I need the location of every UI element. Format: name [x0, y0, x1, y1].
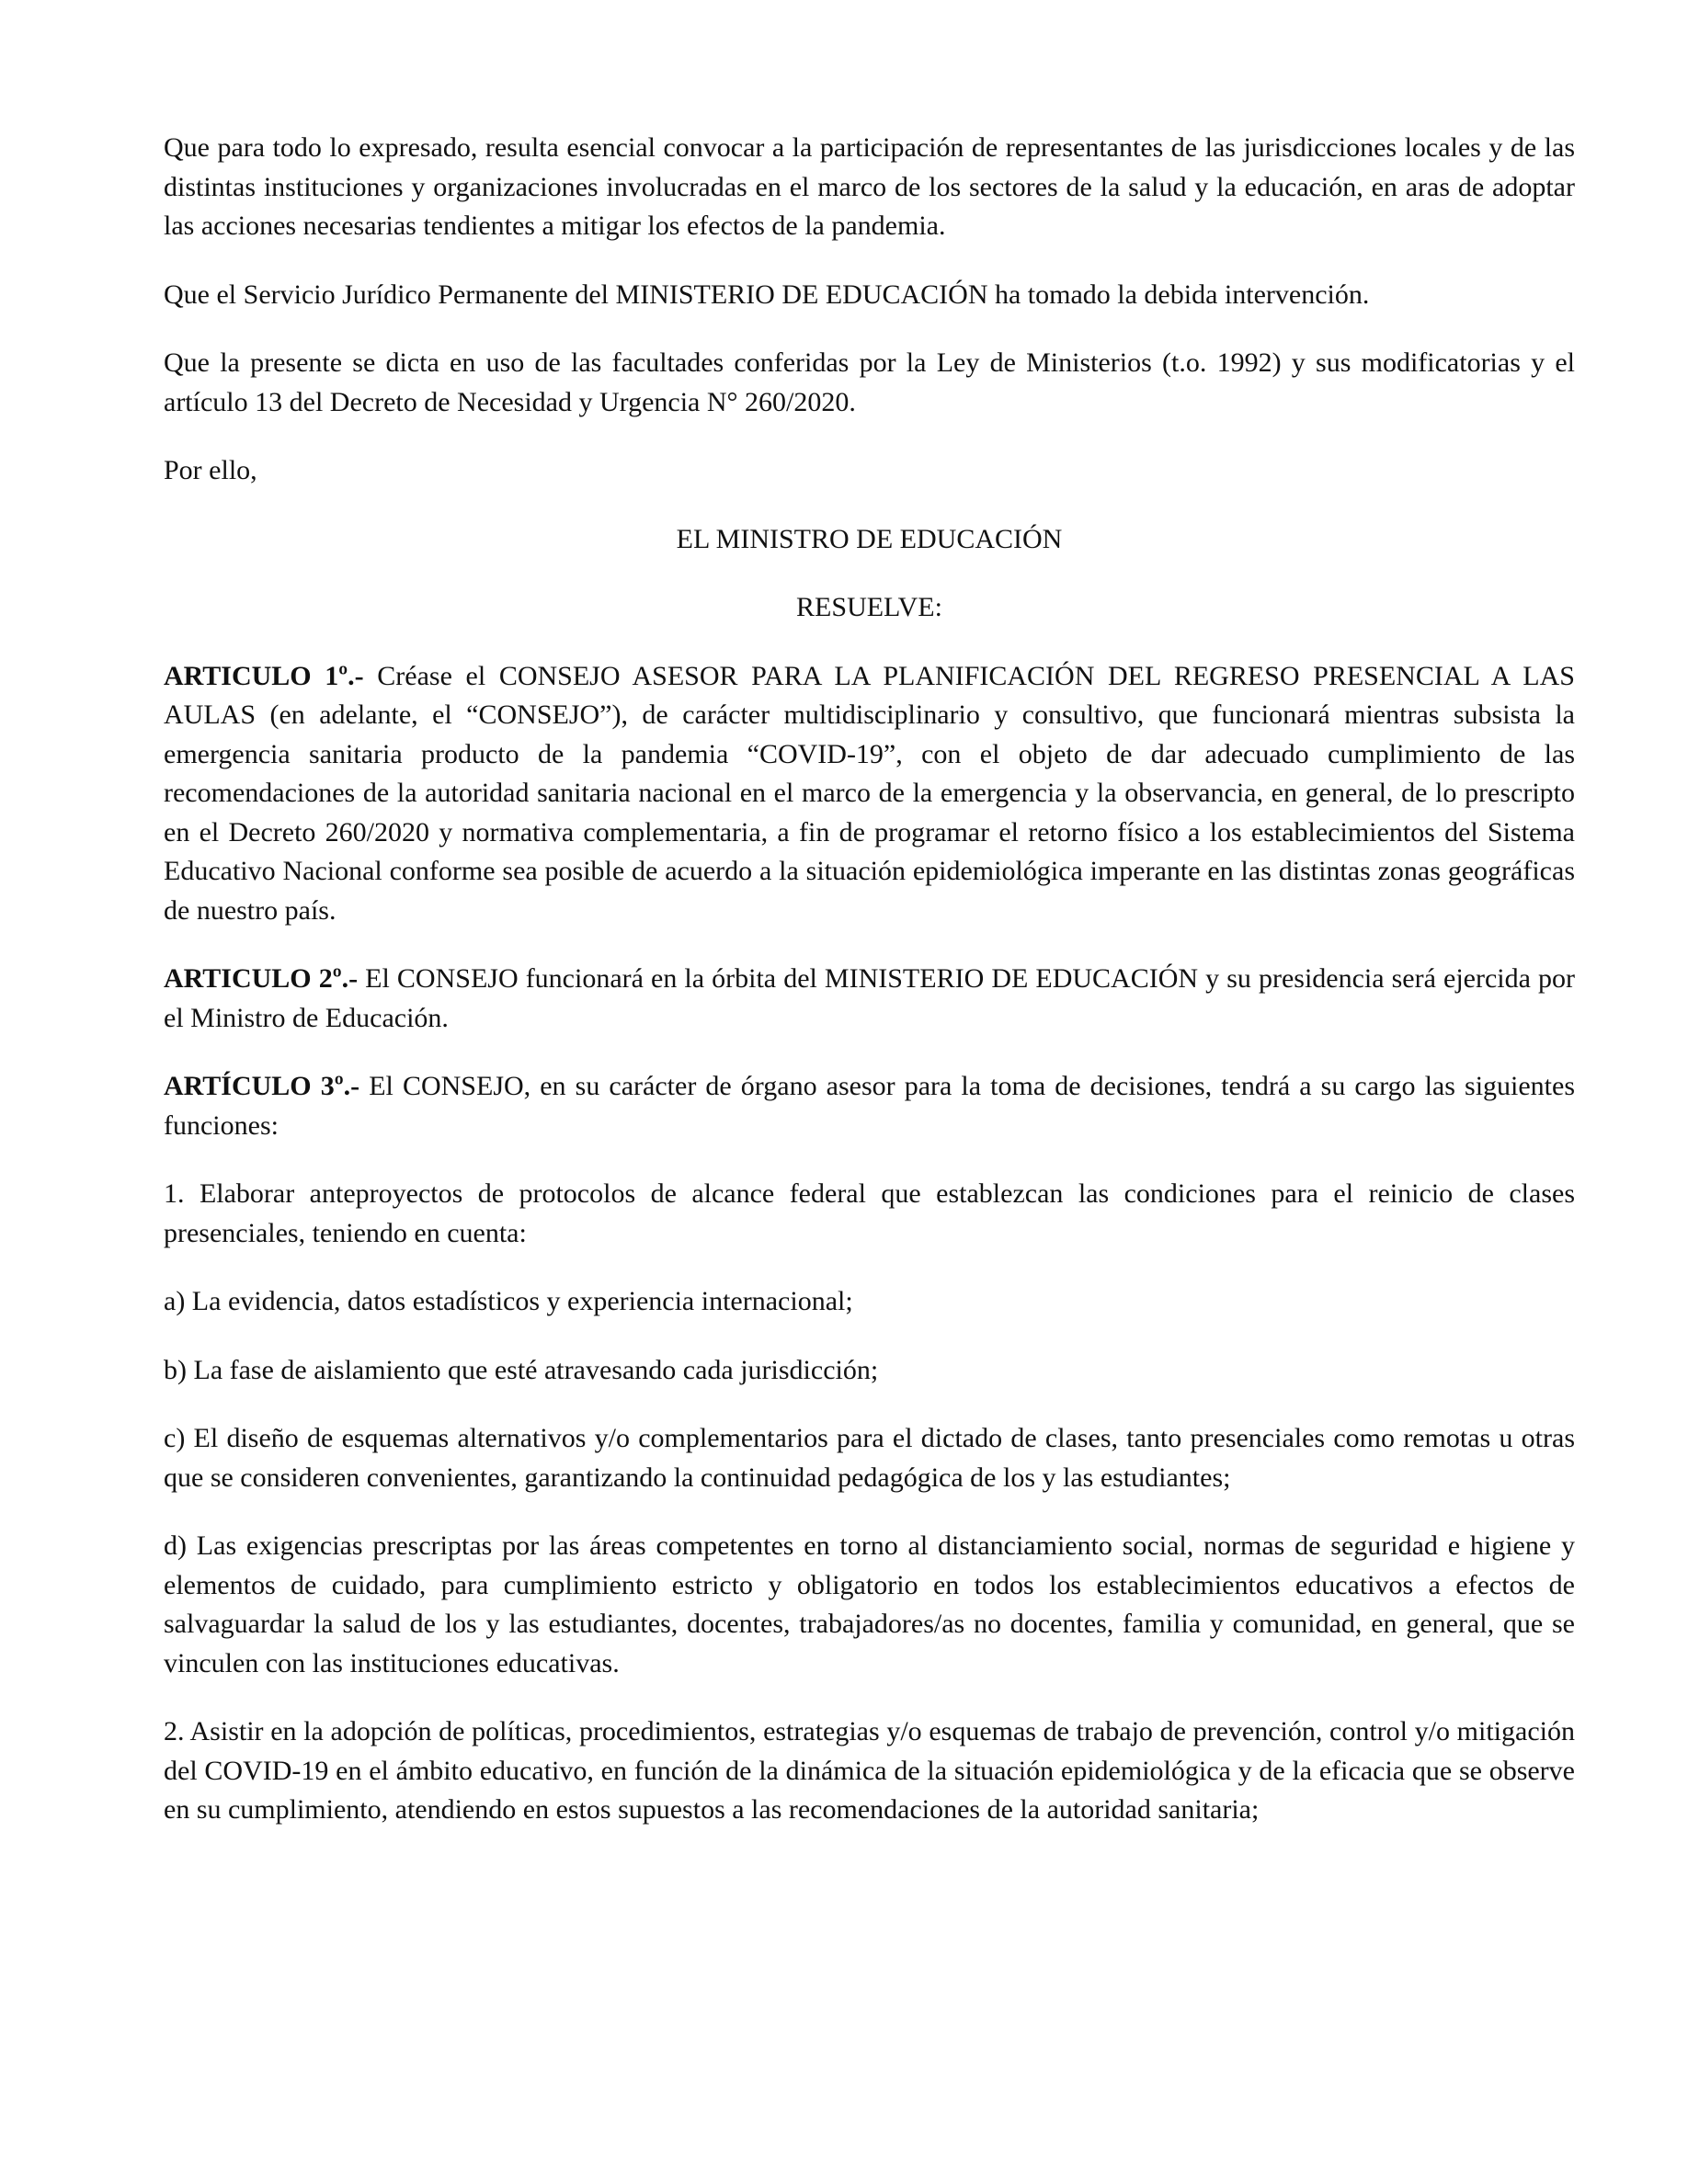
function-subitem: d) Las exigencias prescriptas por las áreas competentes en torno al distanciamiento social, normas de seguridad e higiene y elementos de cuidado, para cumplimiento estricto y obligatorio en todos los establecimientos educativos a efectos de salvaguardar la salud de los y las estudiantes, docentes, trabajadores/as no docentes, familia y comunidad, en general, que se vinculen con las instituciones educativas. [164, 1530, 1575, 1678]
article-3 [164, 1067, 1575, 1145]
por-ello-text: Por ello, [164, 455, 257, 485]
function-subitem: b) La fase de aislamiento que esté atravesando cada jurisdicción; [164, 1354, 879, 1385]
article-text: El CONSEJO, en su carácter de órgano asesor para la toma de decisiones, tendrá a su cargo las siguientes funciones: [164, 1071, 1576, 1141]
authority-heading: EL MINISTRO DE EDUCACIÓN [676, 523, 1063, 554]
considerando-paragraph: Que para todo lo expresado, resulta esencial convocar a la participación de representantes de las jurisdicciones locales y de las distintas instituciones y organizaciones involucradas en el marco de los sectores de la salud y la educación, en aras de adoptar las acciones necesarias tendientes a mitigar los efectos de la pandemia. [164, 132, 1575, 241]
document-page [164, 129, 1575, 1860]
function-item: 2. Asistir en la adopción de políticas, procedimientos, estrategias y/o esquemas de trabajo de prevención, control y/o mitigación del COVID-19 en el ámbito educativo, en función de la dinámica de la situación epidemiológica y de la eficacia que se observe en su cumplimiento, atendiendo en estos supuestos a las recomendaciones de la autoridad sanitaria; [164, 1716, 1575, 1825]
article-2 [164, 960, 1575, 1038]
considerando-paragraph: Que la presente se dicta en uso de las facultades conferidas por la Ley de Ministerios (t.o. 1992) y sus modificatorias y el artículo 13 del Decreto de Necesidad y Urgencia N° 260/2020. [164, 347, 1575, 417]
function-subitem: c) El diseño de esquemas alternativos y/o complementarios para el dictado de clases, tanto presenciales como remotas u otras que se consideren convenientes, garantizando la continuidad pedagógica de los y las estudiantes; [164, 1423, 1575, 1493]
article-label: ARTÍCULO 3º.- [164, 1071, 360, 1101]
article-label: ARTICULO 1º.- [164, 660, 364, 691]
article-label: ARTICULO 2º.- [164, 963, 359, 994]
function-subitem: a) La evidencia, datos estadísticos y experiencia internacional; [164, 1286, 853, 1316]
considerando-paragraph: Que el Servicio Jurídico Permanente del MINISTERIO DE EDUCACIÓN ha tomado la debida intervención. [164, 279, 1370, 310]
function-item: 1. Elaborar anteproyectos de protocolos de alcance federal que establezcan las condiciones para el reinicio de clases presenciales, teniendo en cuenta: [164, 1178, 1575, 1248]
article-1 [164, 657, 1575, 931]
article-text: El CONSEJO funcionará en la órbita del MINISTERIO DE EDUCACIÓN y su presidencia será ejercida por el Ministro de Educación. [164, 963, 1575, 1033]
resuelve-heading: RESUELVE: [796, 592, 942, 622]
article-text: Créase el CONSEJO ASESOR PARA LA PLANIFICACIÓN DEL REGRESO PRESENCIAL A LAS AULAS (en adelante, el “CONSEJO”), de carácter multidisciplinario y consultivo, que funcionará mientras subsista la emergencia sanitaria producto de la pandemia “COVID-19”, con el objeto de dar adecuado cumplimiento de las recomendaciones de la autoridad sanitaria nacional en el marco de la emergencia y la observancia, en general, de lo prescripto en el Decreto 260/2020 y normativa complementaria, a fin de programar el retorno físico a los establecimientos del Sistema Educativo Nacional conforme sea posible de acuerdo a la situación epidemiológica imperante en las distintas zonas geográficas de nuestro país. [164, 660, 1575, 926]
